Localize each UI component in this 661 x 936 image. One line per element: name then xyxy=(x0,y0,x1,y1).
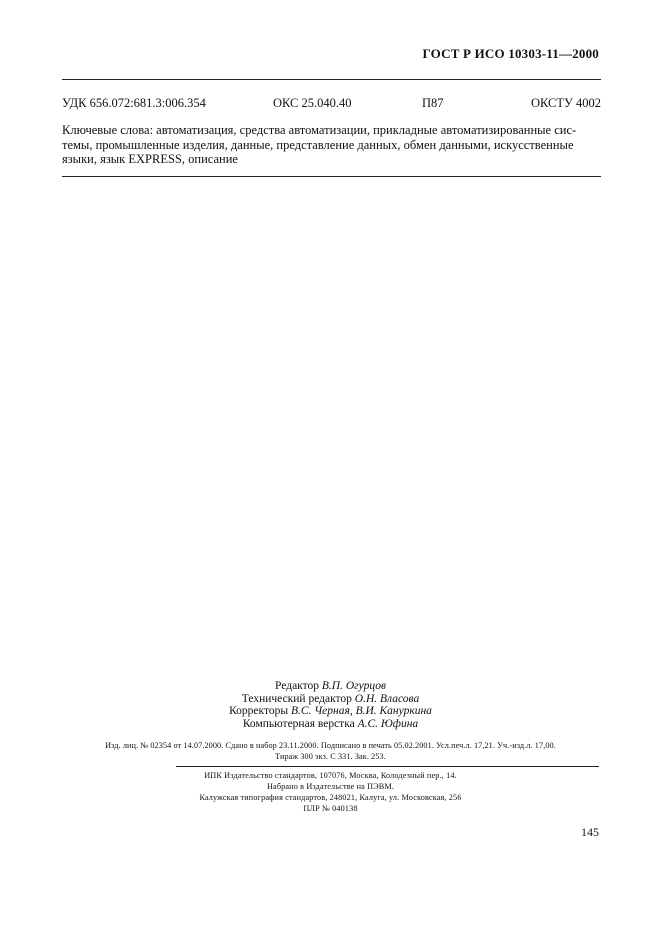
printer-block xyxy=(0,770,661,814)
credit-role: Корректоры xyxy=(229,705,289,717)
credit-layout xyxy=(0,718,661,731)
credit-tech-editor xyxy=(0,693,661,706)
printer-line: Набрано в Издательстве на ПЭВМ. xyxy=(266,782,395,791)
credit-name: А.С. Юфина xyxy=(357,717,419,730)
okstu-code: ОКСТУ 4002 xyxy=(530,96,601,110)
keywords-rule xyxy=(62,176,601,177)
keywords-paragraph xyxy=(62,123,601,167)
imprint-line: Тираж 300 экз. С 331. Зак. 253. xyxy=(275,752,386,761)
credit-name: В.П. Огурцов xyxy=(321,680,386,692)
top-rule xyxy=(62,79,601,80)
keywords-line: темы, промышленные изделия, данные, представление данных, обмен данными, искусственные xyxy=(62,137,574,152)
imprint-rule xyxy=(176,766,599,767)
oks-code: ОКС 25.040.40 xyxy=(273,96,352,110)
credit-role: Редактор xyxy=(275,680,319,692)
standard-id: ГОСТ Р ИСО 10303-11—2000 xyxy=(422,46,599,61)
printer-line: ИПК Издательство стандартов, 107076, Москва, Колодезный пер., 14. xyxy=(204,771,457,780)
imprint-line: Изд. лиц. № 02354 от 14.07.2000. Сдано в набор 23.11.2000. Подписано в печать 05.02.2001. Усл.печ.л. 17,21. Уч.-изд.л. 17,00. xyxy=(105,741,556,750)
udk-code: УДК 656.072:681.3:006.354 xyxy=(62,96,206,110)
credit-name: В.С. Черная, В.И. Кануркина xyxy=(290,705,432,717)
imprint-block xyxy=(0,740,661,762)
credit-role: Компьютерная верстка xyxy=(242,717,355,730)
p-code: П87 xyxy=(422,96,444,110)
credit-name: О.Н. Власова xyxy=(354,692,420,705)
printer-line: ПЛР № 040138 xyxy=(303,804,358,813)
keywords-line: языки, язык EXPRESS, описание xyxy=(62,152,238,166)
printer-line: Калужская типография стандартов, 248021, Калуга, ул. Московская, 256 xyxy=(199,793,462,802)
credit-proofreaders xyxy=(0,705,661,718)
page-number: 145 xyxy=(581,825,599,839)
credits-block xyxy=(0,680,661,730)
keywords-line: Ключевые слова: автоматизация, средства автоматизации, прикладные автоматизированные сис- xyxy=(62,123,577,137)
credit-editor xyxy=(0,680,661,693)
credit-role: Технический редактор xyxy=(241,692,352,705)
